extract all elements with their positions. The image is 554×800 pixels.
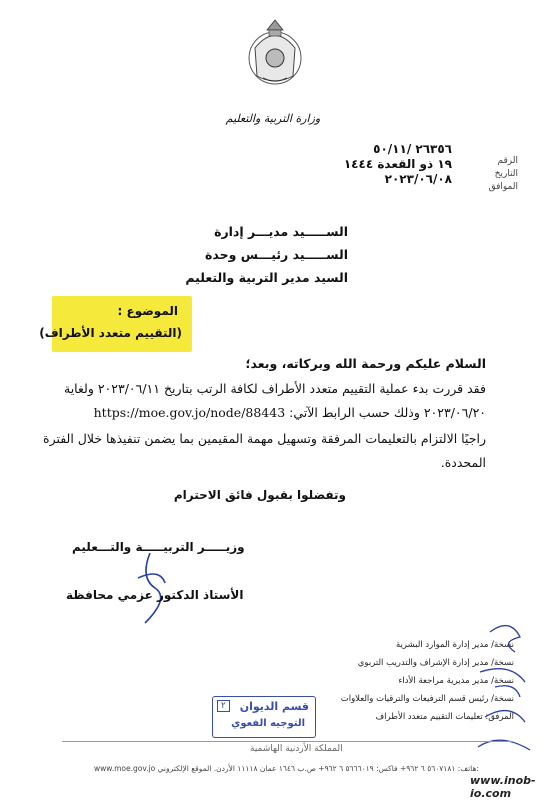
label-number: الرقم — [497, 156, 518, 166]
body-line-1: فقد قررت بدء عملية التقييم متعدد الأطراف لكافة الرتب بتاريخ ٢٠٢٣/٠٦/١١ ولغاية — [64, 381, 486, 396]
greeting: السلام عليكم ورحمة الله وبركاته، وبعد؛ — [245, 356, 486, 371]
copy-2: نسخة/ مدير إدارة الإشراف والتدريب التربوي — [357, 658, 514, 668]
minister-name: الأستاذ الدكتور عزمي محافظة — [66, 588, 244, 602]
label-date: التاريخ — [494, 169, 518, 179]
reference-number: ٢٦٣٥٦ /٥٠/١١ — [373, 142, 452, 156]
diwan-stamp — [212, 696, 316, 738]
stamp-line-1: قسم الديوان — [239, 700, 309, 713]
body-line-4: المحددة. — [440, 455, 486, 470]
body-line-2-text: ٢٠٢٣/٠٦/٢٠ وذلك حسب الرابط الآتي: — [289, 405, 486, 420]
jordan-crest-icon — [245, 18, 305, 88]
copy-1: نسخة/ مدير إدارة الموارد البشرية — [395, 640, 514, 650]
footer-divider — [62, 741, 512, 742]
reference-labels — [489, 155, 518, 194]
stamp-line-2: التوجيه الفعوي — [231, 718, 305, 729]
minister-title: وزيـــــر التربيـــــة والتـــعليم — [72, 540, 245, 554]
closing-remark: وتفضلوا بقبول فائق الاحترام — [173, 488, 346, 502]
subject-text: (التقييم متعدد الأطراف) — [39, 326, 182, 340]
copy-3: نسخة/ مدير مديرية مراجعة الأداء — [398, 676, 514, 686]
label-corresponding: الموافق — [488, 182, 518, 192]
footer-contact-text: هاتف: ٥٦٠٧١٨١ ٦ ٩٦٢+ فاكس: ٥٦٦٦٠١٩ ٦ ٩٦٢+ ص.ب ١٦٤٦ عمان ١١١١٨ الأردن. الموقع الإلكتروني: — [157, 764, 479, 773]
copy-4: نسخة/ رئيس قسم الترفيعات والترقيات والعلاوات — [340, 694, 514, 704]
body-line-3: راجيًا الالتزام بالتعليمات المرفقة وتسهيل مهمة المقيمين بما يضمن تنفيذها خلال الفترة — [43, 431, 486, 446]
footer-contact — [94, 764, 479, 773]
subject-highlight — [39, 296, 192, 352]
attachment-line: المرفق: تعليمات التقييم متعدد الأطراف — [375, 712, 514, 722]
kingdom-name: المملكة الأردنية الهاشمية — [250, 744, 343, 754]
subject-label: الموضوع : — [117, 304, 178, 318]
addressee-2: الســـــيد رئيـــس وحدة — [205, 247, 348, 262]
stamp-number: ٢ — [217, 700, 230, 712]
reference-values — [344, 142, 452, 187]
ministry-name: وزارة التربية والتعليم — [225, 112, 321, 125]
hijri-date: ١٩ ذو القعدة ١٤٤٤ — [343, 157, 452, 171]
addressee-1: الســـــيد مديـــر إدارة — [214, 224, 348, 239]
watermark: www.inob-io.com — [470, 774, 536, 800]
addressee-3: السيد مدير التربية والتعليم — [185, 270, 348, 285]
body-line-2 — [94, 405, 486, 420]
handwritten-initials-icon — [470, 612, 540, 762]
evaluation-link[interactable]: https://moe.gov.jo/node/88443 — [93, 405, 286, 420]
footer-website[interactable]: www.moe.gov.jo — [94, 764, 156, 773]
gregorian-date: ٢٠٢٣/٠٦/٠٨ — [384, 172, 452, 186]
